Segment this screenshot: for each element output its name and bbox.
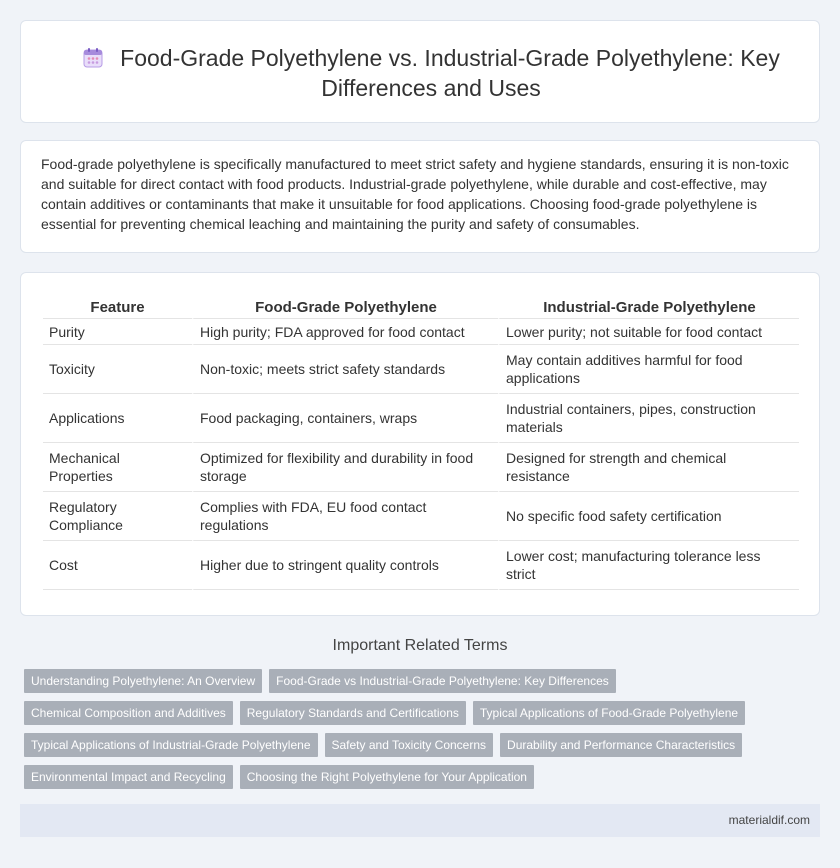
related-term-tag[interactable]: Choosing the Right Polyethylene for Your Application bbox=[240, 765, 534, 789]
table-cell-industrial-grade: May contain additives harmful for food applications bbox=[498, 345, 799, 394]
related-terms-tags bbox=[24, 669, 824, 797]
column-header-feature: Feature bbox=[43, 293, 192, 319]
comparison-table bbox=[43, 293, 799, 590]
footer-site-link[interactable]: materialdif.com bbox=[728, 813, 810, 827]
table-cell-food-grade: Optimized for flexibility and durability in food storage bbox=[192, 443, 498, 492]
table-cell-food-grade: Non-toxic; meets strict safety standards bbox=[192, 345, 498, 394]
related-term-tag[interactable]: Environmental Impact and Recycling bbox=[24, 765, 233, 789]
table-cell-food-grade: High purity; FDA approved for food contact bbox=[192, 319, 498, 345]
related-term-tag[interactable]: Durability and Performance Characteristics bbox=[500, 733, 742, 757]
header-card bbox=[20, 20, 820, 123]
intro-card bbox=[20, 140, 820, 253]
table-row bbox=[43, 394, 799, 443]
comparison-table-card bbox=[20, 272, 820, 616]
footer-bar bbox=[20, 804, 820, 837]
table-cell-industrial-grade: Industrial containers, pipes, construction materials bbox=[498, 394, 799, 443]
related-term-tag[interactable]: Typical Applications of Industrial-Grade Polyethylene bbox=[24, 733, 318, 757]
table-row bbox=[43, 541, 799, 590]
table-row bbox=[43, 492, 799, 541]
calendar-grid-icon bbox=[82, 47, 104, 69]
related-terms-heading: Important Related Terms bbox=[332, 637, 508, 654]
table-row bbox=[43, 319, 799, 345]
table-cell-feature: Cost bbox=[43, 541, 192, 590]
related-term-tag[interactable]: Safety and Toxicity Concerns bbox=[325, 733, 494, 757]
tag-row bbox=[24, 765, 824, 789]
related-term-tag[interactable]: Typical Applications of Food-Grade Polyethylene bbox=[473, 701, 745, 725]
table-cell-industrial-grade: No specific food safety certification bbox=[498, 492, 799, 541]
table-cell-industrial-grade: Lower cost; manufacturing tolerance less strict bbox=[498, 541, 799, 590]
tag-row bbox=[24, 669, 824, 693]
related-term-tag[interactable]: Understanding Polyethylene: An Overview bbox=[24, 669, 262, 693]
table-cell-food-grade: Food packaging, containers, wraps bbox=[192, 394, 498, 443]
title-wrap bbox=[61, 43, 801, 103]
table-row bbox=[43, 443, 799, 492]
column-header-industrial-grade: Industrial-Grade Polyethylene bbox=[498, 293, 799, 319]
related-term-tag[interactable]: Food-Grade vs Industrial-Grade Polyethylene: Key Differences bbox=[269, 669, 616, 693]
table-cell-industrial-grade: Lower purity; not suitable for food contact bbox=[498, 319, 799, 345]
table-cell-feature: Purity bbox=[43, 319, 192, 345]
table-cell-feature: Toxicity bbox=[43, 345, 192, 394]
column-header-food-grade: Food-Grade Polyethylene bbox=[192, 293, 498, 319]
table-cell-feature: Mechanical Properties bbox=[43, 443, 192, 492]
table-cell-industrial-grade: Designed for strength and chemical resistance bbox=[498, 443, 799, 492]
tag-row bbox=[24, 733, 824, 757]
related-term-tag[interactable]: Chemical Composition and Additives bbox=[24, 701, 233, 725]
table-row bbox=[43, 345, 799, 394]
table-header-row bbox=[43, 293, 799, 319]
table-cell-feature: Regulatory Compliance bbox=[43, 492, 192, 541]
table-cell-food-grade: Higher due to stringent quality controls bbox=[192, 541, 498, 590]
table-cell-feature: Applications bbox=[43, 394, 192, 443]
related-term-tag[interactable]: Regulatory Standards and Certifications bbox=[240, 701, 466, 725]
intro-paragraph: Food-grade polyethylene is specifically manufactured to meet strict safety and hygiene standards, ensuring it is non-toxic and suitable for direct contact with food products. Industrial-grade polyethylene, while durable and cost-effective, may contain additives or contaminants that make it unsuitable for food applications. Choosing food-grade polyethylene is essential for preventing chemical leaching and maintaining the purity and safety of consumables. bbox=[41, 156, 789, 232]
page-title: Food-Grade Polyethylene vs. Industrial-Grade Polyethylene: Key Differences and Uses bbox=[120, 45, 780, 101]
tag-row bbox=[24, 701, 824, 725]
table-cell-food-grade: Complies with FDA, EU food contact regulations bbox=[192, 492, 498, 541]
